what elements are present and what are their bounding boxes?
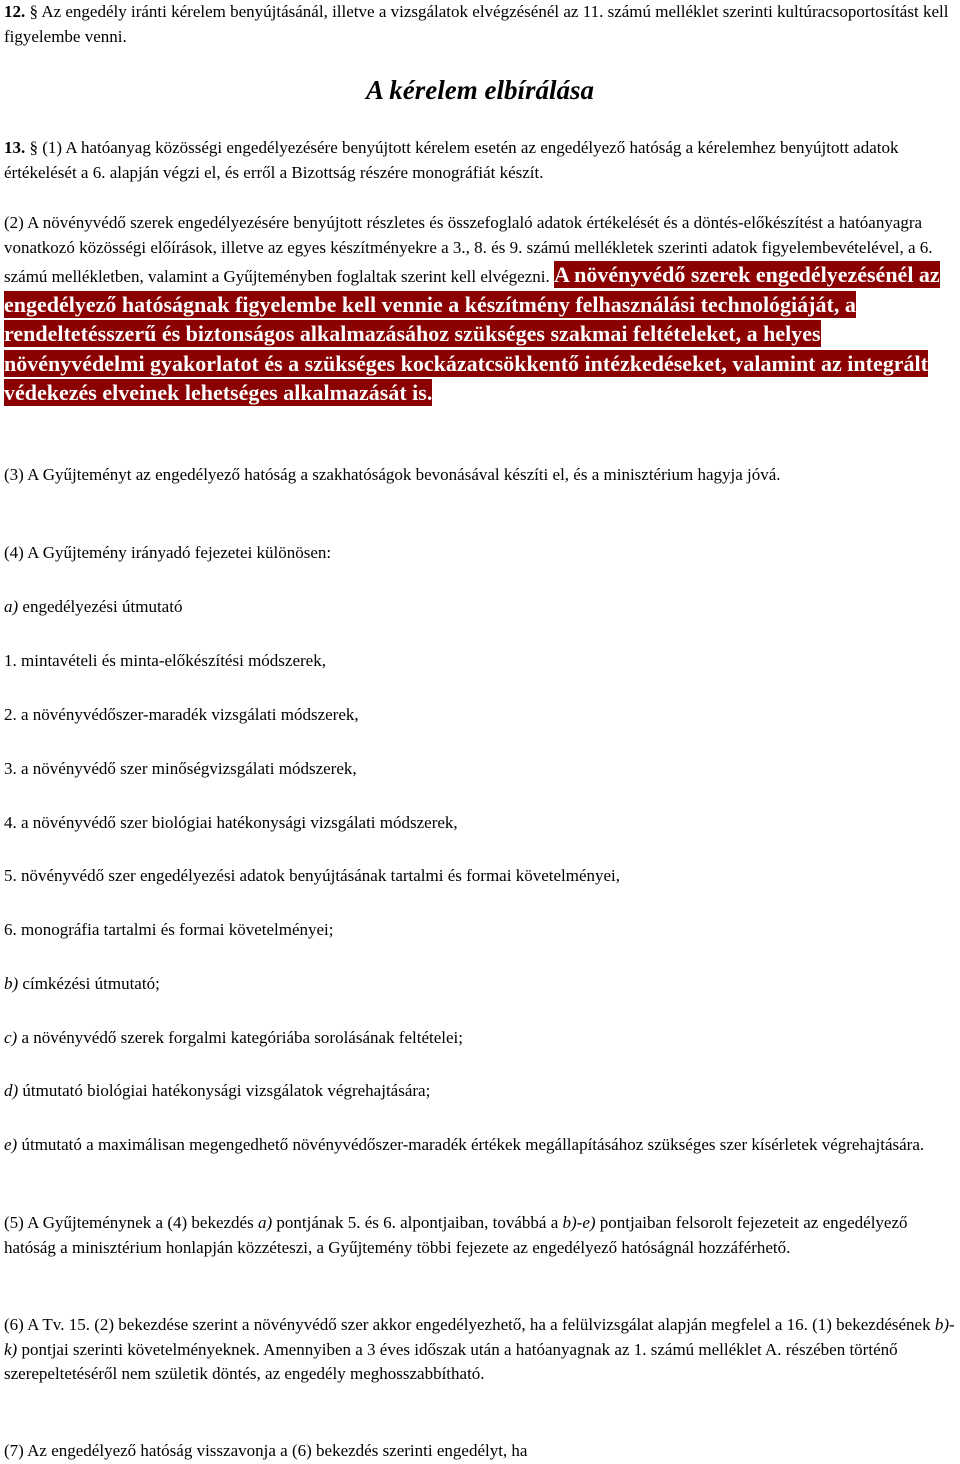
item-text: címkézési útmutató; xyxy=(22,974,160,993)
text-run: (6) A Tv. 15. (2) bekezdése szerint a növényvédő szer akkor engedélyezhető, ha a felülvizsgálat alapján megfelel a 16. (1) bekezdésének xyxy=(4,1315,931,1334)
list-item-d xyxy=(4,1079,956,1104)
numbered-item-5: 5. növényvédő szer engedélyezési adatok benyújtásának tartalmi és formai követelményei, xyxy=(4,866,621,885)
paragraph-13-7: (7) Az engedélyező hatóság visszavonja a (6) bekezdés szerinti engedélyt, ha xyxy=(4,1441,528,1460)
paragraph-13-1 xyxy=(4,136,956,185)
paragraph-12 xyxy=(4,0,956,49)
list-item-b xyxy=(4,972,956,997)
text-run: pontjának 5. és 6. alpontjaiban, továbbá a xyxy=(276,1213,559,1232)
paragraph-13-2-text: (2) A növényvédő szerek engedélyezésére benyújtott részletes és összefoglaló adatok értékelését és a döntés-előkészítést a hatóanyagra vonatkozó közösségi előírások, illetve az egyes készítményekre a 3., 8. és 9. számú mellékletek szerinti adatok figyelembevételével, a 6. számú mellékletben, valamint a Gyűjteményben foglaltak szerint kell elvégezni. xyxy=(4,213,933,286)
section-number-12: 12. xyxy=(4,2,26,21)
section-number-13: 13. xyxy=(4,138,26,157)
list-item-c xyxy=(4,1026,956,1051)
item-label: a) xyxy=(4,597,19,616)
item-reference: b)-e) xyxy=(562,1213,596,1232)
list-item-e xyxy=(4,1133,956,1158)
paragraph-13-2 xyxy=(4,211,956,408)
paragraph-13-4: (4) A Gyűjtemény irányadó fejezetei különösen: xyxy=(4,543,332,562)
section-title: A kérelem elbírálása xyxy=(366,75,594,105)
numbered-item-4: 4. a növényvédő szer biológiai hatékonysági vizsgálati módszerek, xyxy=(4,813,458,832)
section-symbol: § xyxy=(29,2,38,21)
item-reference: b)-k) xyxy=(4,1315,955,1359)
numbered-item-3: 3. a növényvédő szer minőségvizsgálati módszerek, xyxy=(4,759,357,778)
section-symbol: § xyxy=(29,138,38,157)
highlighted-passage: A növényvédő szerek engedélyezésénél az engedélyező hatóságnak figyelembe kell vennie a készítmény felhasználási technológiáját, a rendeltetésszerű és biztonságos alkalmazásához szükséges szakmai feltételeket, a helyes növényvédelmi gyakorlatot és a szükséges kockázatcsökkentő intézkedéseket, valamint az integrált védekezés elveinek lehetséges alkalmazását is. xyxy=(4,262,940,405)
paragraph-13-1-text: (1) A hatóanyag közösségi engedélyezésére benyújtott kérelem esetén az engedélyező hatóság a kérelemhez benyújtott adatok értékelését a 6. alapján végzi el, és erről a Bizottság részére monográfiát készít. xyxy=(4,138,899,182)
item-reference: a) xyxy=(257,1213,273,1232)
item-text: útmutató biológiai hatékonysági vizsgálatok végrehajtására; xyxy=(22,1081,431,1100)
text-run: pontjaiban felsorolt fejezeteit az engedélyező hatóság a minisztérium honlapján közzéteszi, a Gyűjtemény többi fejezete az engedélyező hatóságnál hozzáférhető. xyxy=(4,1213,908,1257)
text-run: (5) A Gyűjteménynek a (4) bekezdés xyxy=(4,1213,254,1232)
item-label: c) xyxy=(4,1028,18,1047)
item-label: d) xyxy=(4,1081,19,1100)
list-item-a xyxy=(4,595,956,620)
text-run: pontjai szerinti követelményeknek. Amennyiben a 3 éves időszak után a hatóanyagnak az 1. számú melléklet A. részében történő szerepeltetéséről nem születik döntés, az engedély meghosszabbítható. xyxy=(4,1339,898,1383)
item-text: engedélyezési útmutató xyxy=(22,597,183,616)
item-text: a növényvédő szerek forgalmi kategóriába sorolásának feltételei; xyxy=(21,1028,463,1047)
paragraph-13-5 xyxy=(4,1211,956,1260)
paragraph-13-6 xyxy=(4,1313,956,1387)
paragraph-12-text: Az engedély iránti kérelem benyújtásánál, illetve a vizsgálatok elvégzésénél az 11. számú melléklet szerinti kultúracsoportosítást kell figyelembe venni. xyxy=(4,2,949,46)
numbered-item-2: 2. a növényvédőszer-maradék vizsgálati módszerek, xyxy=(4,705,359,724)
item-label: e) xyxy=(4,1135,18,1154)
item-text: útmutató a maximálisan megengedhető növényvédőszer-maradék értékek megállapításához szükséges szer kísérletek végrehajtására. xyxy=(21,1135,925,1154)
paragraph-13-3: (3) A Gyűjteményt az engedélyező hatóság a szakhatóságok bevonásával készíti el, és a minisztérium hagyja jóvá. xyxy=(4,465,781,484)
item-label: b) xyxy=(4,974,19,993)
numbered-item-1: 1. mintavételi és minta-előkészítési módszerek, xyxy=(4,651,326,670)
numbered-item-6: 6. monográfia tartalmi és formai követelményei; xyxy=(4,920,334,939)
